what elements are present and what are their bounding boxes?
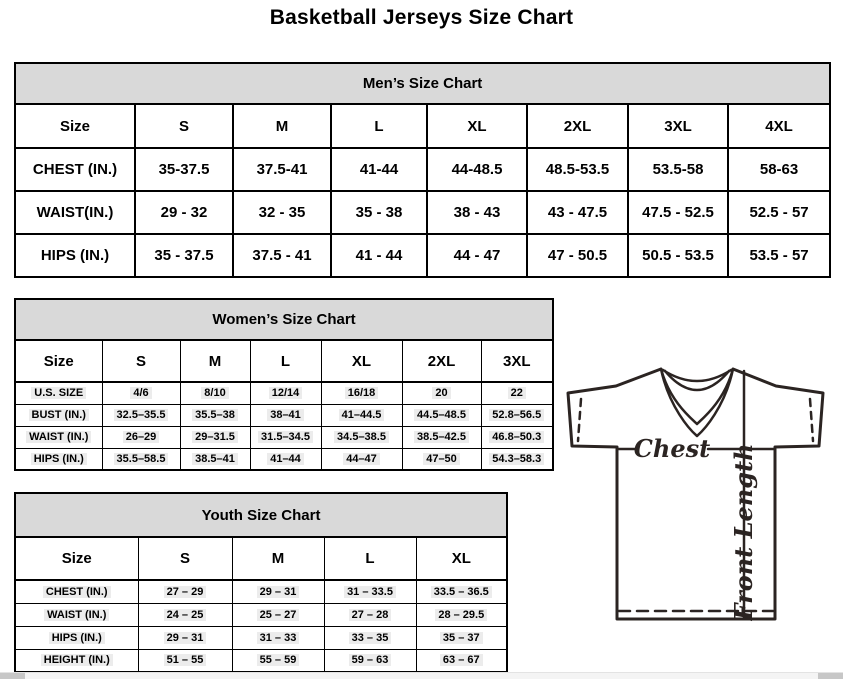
youth-size-cell: [324, 649, 416, 672]
youth-size-value: 24 – 25: [164, 609, 207, 621]
women-size-cell: [481, 426, 553, 448]
women-size-cell: [250, 426, 321, 448]
men-column-header: M: [233, 104, 331, 148]
women-size-value: 38–41: [267, 409, 304, 421]
youth-size-value: 28 – 29.5: [435, 609, 487, 621]
youth-size-value: 25 – 27: [257, 609, 300, 621]
women-table-row: [15, 404, 553, 426]
women-size-cell: [250, 404, 321, 426]
youth-size-cell: [232, 649, 324, 672]
men-row-label-text: WAIST(IN.): [36, 204, 114, 221]
women-size-value: 35.5–38: [192, 409, 238, 421]
men-table-row: [15, 148, 830, 191]
youth-column-header: S: [138, 537, 232, 580]
youth-size-cell: [138, 603, 232, 626]
women-size-value: 4/6: [130, 387, 151, 399]
men-size-value: 52.5 - 57: [749, 204, 809, 221]
men-size-value: 37.5-41: [256, 161, 308, 178]
youth-size-value: 27 – 29: [164, 586, 207, 598]
men-table-title: Men’s Size Chart: [15, 63, 830, 104]
women-size-value: 26–29: [123, 431, 160, 443]
men-size-cell: [527, 234, 628, 277]
youth-size-value: 29 – 31: [257, 586, 300, 598]
youth-size-value: 31 – 33.5: [344, 586, 396, 598]
women-size-cell: [481, 404, 553, 426]
youth-size-cell: [138, 580, 232, 603]
women-size-value: 31.5–34.5: [258, 431, 313, 443]
women-column-header: Size: [15, 340, 102, 382]
youth-table-title: Youth Size Chart: [15, 493, 507, 537]
men-size-value: 48.5-53.5: [545, 161, 610, 178]
men-table-row: [15, 191, 830, 234]
women-row-label: [15, 426, 102, 448]
men-size-cell: [331, 234, 427, 277]
women-size-cell: [102, 404, 180, 426]
women-column-header: 3XL: [481, 340, 553, 382]
women-size-cell: [402, 382, 481, 404]
men-size-cell: [135, 191, 233, 234]
women-size-cell: [180, 404, 250, 426]
women-row-label-text: BUST (IN.): [29, 409, 89, 421]
women-size-value: 41–44: [267, 453, 304, 465]
women-table-row: [15, 448, 553, 470]
women-size-value: 54.3–58.3: [489, 453, 544, 465]
men-size-value: 38 - 43: [453, 204, 501, 221]
women-size-cell: [321, 404, 402, 426]
men-size-value: 32 - 35: [258, 204, 306, 221]
youth-size-value: 33 – 35: [349, 632, 392, 644]
women-table-row: [15, 426, 553, 448]
men-size-cell: [527, 191, 628, 234]
youth-table-row: [15, 649, 507, 672]
men-column-header: L: [331, 104, 427, 148]
men-size-cell: [628, 191, 728, 234]
women-size-cell: [180, 382, 250, 404]
page-title: Basketball Jerseys Size Chart: [269, 6, 574, 29]
youth-column-header: Size: [15, 537, 138, 580]
women-row-label: [15, 448, 102, 470]
women-row-label: [15, 382, 102, 404]
men-column-header: S: [135, 104, 233, 148]
women-size-value: 52.8–56.5: [489, 409, 544, 421]
men-size-value: 44 - 47: [453, 247, 501, 264]
youth-row-label: [15, 603, 138, 626]
youth-size-value: 33.5 – 36.5: [431, 586, 492, 598]
men-column-header: 4XL: [728, 104, 830, 148]
youth-size-cell: [232, 626, 324, 649]
youth-row-label-text: WAIST (IN.): [44, 609, 109, 621]
youth-size-cell: [324, 603, 416, 626]
youth-size-value: 51 – 55: [164, 654, 207, 666]
women-size-value: 44.5–48.5: [414, 409, 469, 421]
mens-size-table: [14, 62, 831, 278]
women-row-label: [15, 404, 102, 426]
women-row-label-text: U.S. SIZE: [31, 387, 86, 399]
youth-size-cell: [416, 603, 507, 626]
men-size-cell: [728, 191, 830, 234]
men-size-value: 44-48.5: [451, 161, 503, 178]
youth-row-label: [15, 626, 138, 649]
youth-size-value: 29 – 31: [164, 632, 207, 644]
women-row-label-text: HIPS (IN.): [31, 453, 87, 465]
men-size-value: 35 - 37.5: [154, 247, 214, 264]
men-size-cell: [427, 234, 527, 277]
women-size-value: 29–31.5: [192, 431, 238, 443]
men-size-value: 43 - 47.5: [547, 204, 608, 221]
youth-size-cell: [416, 626, 507, 649]
women-size-value: 46.8–50.3: [489, 431, 544, 443]
women-size-value: 12/14: [269, 387, 303, 399]
youth-size-value: 59 – 63: [349, 654, 392, 666]
men-column-header: 3XL: [628, 104, 728, 148]
youth-size-value: 27 – 28: [349, 609, 392, 621]
men-size-cell: [233, 191, 331, 234]
women-size-value: 8/10: [201, 387, 228, 399]
youth-column-header: XL: [416, 537, 507, 580]
scroll-left-button[interactable]: [0, 673, 25, 679]
youth-row-label-text: HEIGHT (IN.): [41, 654, 113, 666]
men-size-value: 41-44: [359, 161, 399, 178]
women-table-title: Women’s Size Chart: [15, 299, 553, 340]
men-size-value: 37.5 - 41: [252, 247, 312, 264]
youth-size-cell: [232, 580, 324, 603]
men-size-cell: [728, 148, 830, 191]
women-size-cell: [321, 382, 402, 404]
men-size-cell: [427, 148, 527, 191]
men-size-value: 47 - 50.5: [547, 247, 608, 264]
left-cuff-dashed-line: [578, 399, 581, 441]
women-size-cell: [102, 382, 180, 404]
youth-size-value: 35 – 37: [440, 632, 483, 644]
men-size-cell: [331, 148, 427, 191]
men-size-cell: [135, 148, 233, 191]
chest-label: Chest: [633, 434, 711, 463]
women-size-cell: [102, 448, 180, 470]
women-column-header: 2XL: [402, 340, 481, 382]
women-size-value: 47–50: [423, 453, 460, 465]
women-size-cell: [402, 448, 481, 470]
men-size-cell: [331, 191, 427, 234]
men-size-value: 35 - 38: [355, 204, 403, 221]
men-size-cell: [527, 148, 628, 191]
women-size-cell: [321, 448, 402, 470]
men-column-header: XL: [427, 104, 527, 148]
men-size-value: 35-37.5: [158, 161, 210, 178]
youth-table-row: [15, 603, 507, 626]
collar-icon: [661, 369, 733, 436]
men-size-value: 53.5-58: [652, 161, 704, 178]
women-column-header: XL: [321, 340, 402, 382]
women-size-value: 16/18: [345, 387, 379, 399]
men-size-cell: [233, 234, 331, 277]
men-table-row: [15, 234, 830, 277]
men-row-label: [15, 191, 135, 234]
women-size-cell: [180, 448, 250, 470]
men-row-label: [15, 234, 135, 277]
women-size-value: 32.5–35.5: [114, 409, 169, 421]
youth-row-label: [15, 580, 138, 603]
women-size-cell: [481, 382, 553, 404]
men-size-cell: [427, 191, 527, 234]
youth-size-cell: [138, 626, 232, 649]
men-row-label-text: CHEST (IN.): [32, 161, 118, 178]
jersey-outline: [568, 369, 823, 619]
women-size-cell: [250, 448, 321, 470]
men-row-label: [15, 148, 135, 191]
youth-row-label-text: HIPS (IN.): [49, 632, 105, 644]
men-size-value: 53.5 - 57: [749, 247, 809, 264]
front-length-label: Front Length: [729, 443, 758, 621]
men-row-label-text: HIPS (IN.): [40, 247, 110, 264]
men-column-header: Size: [15, 104, 135, 148]
youth-size-value: 31 – 33: [257, 632, 300, 644]
youth-table-row: [15, 580, 507, 603]
youth-table-row: [15, 626, 507, 649]
youth-size-cell: [416, 649, 507, 672]
youth-size-value: 55 – 59: [257, 654, 300, 666]
women-size-cell: [180, 426, 250, 448]
women-size-cell: [102, 426, 180, 448]
youth-size-value: 63 – 67: [440, 654, 483, 666]
men-size-cell: [728, 234, 830, 277]
youth-size-table: [14, 492, 508, 673]
right-cuff-dashed-line: [810, 399, 813, 441]
women-column-header: M: [180, 340, 250, 382]
men-size-value: 50.5 - 53.5: [642, 247, 714, 264]
youth-size-cell: [416, 580, 507, 603]
women-size-value: 41–44.5: [339, 409, 385, 421]
youth-row-label: [15, 649, 138, 672]
youth-size-cell: [324, 626, 416, 649]
horizontal-scrollbar[interactable]: [0, 672, 843, 679]
women-size-value: 35.5–58.5: [114, 453, 169, 465]
men-size-cell: [628, 148, 728, 191]
men-column-header: 2XL: [527, 104, 628, 148]
youth-size-cell: [324, 580, 416, 603]
youth-size-cell: [232, 603, 324, 626]
men-size-value: 58-63: [759, 161, 799, 178]
men-size-value: 41 - 44: [355, 247, 403, 264]
women-size-value: 22: [508, 387, 526, 399]
women-size-value: 44–47: [343, 453, 380, 465]
men-size-cell: [628, 234, 728, 277]
women-column-header: L: [250, 340, 321, 382]
men-size-cell: [135, 234, 233, 277]
women-size-value: 34.5–38.5: [334, 431, 389, 443]
women-row-label-text: WAIST (IN.): [26, 431, 91, 443]
scroll-right-button[interactable]: [818, 673, 843, 679]
women-size-cell: [481, 448, 553, 470]
womens-size-table: [14, 298, 554, 471]
women-size-value: 20: [432, 387, 450, 399]
women-size-cell: [250, 382, 321, 404]
women-size-value: 38.5–42.5: [414, 431, 469, 443]
men-size-value: 47.5 - 52.5: [642, 204, 714, 221]
men-size-cell: [233, 148, 331, 191]
youth-column-header: M: [232, 537, 324, 580]
youth-size-cell: [138, 649, 232, 672]
women-column-header: S: [102, 340, 180, 382]
youth-row-label-text: CHEST (IN.): [43, 586, 111, 598]
women-table-row: [15, 382, 553, 404]
women-size-cell: [321, 426, 402, 448]
women-size-value: 38.5–41: [192, 453, 238, 465]
women-size-cell: [402, 426, 481, 448]
jersey-measurement-diagram: [556, 362, 840, 632]
women-size-cell: [402, 404, 481, 426]
men-size-value: 29 - 32: [160, 204, 208, 221]
youth-column-header: L: [324, 537, 416, 580]
